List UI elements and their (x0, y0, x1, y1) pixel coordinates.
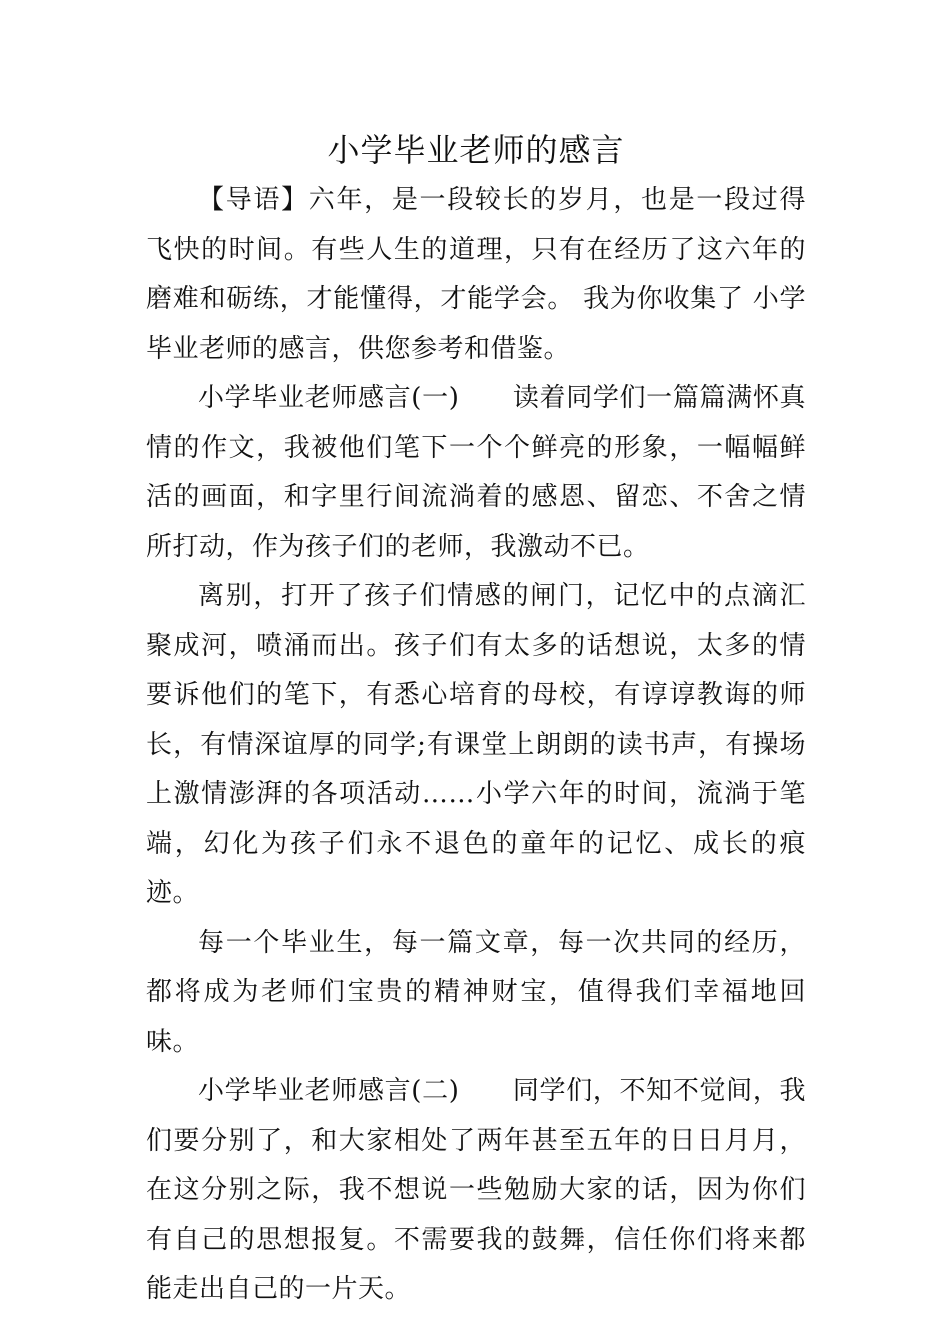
document-title: 小学毕业老师的感言 (327, 131, 625, 169)
graduates-paragraph: 每一个毕业生，每一篇文章，每一次共同的经历，都将成为老师们宝贵的精神财宝，值得我们幸福地回味。 (146, 927, 806, 1057)
section-two-paragraph: 小学毕业老师感言(二) 同学们，不知不觉间，我们要分别了，和大家相处了两年甚至五年的日日月月，在这分别之际，我不想说一些勉励大家的话，因为你们有自己的思想报复。不需要我的鼓舞，信任你们将来都能走出自己的一片天。 (146, 1076, 806, 1304)
section-one-paragraph: 小学毕业老师感言(一) 读着同学们一篇篇满怀真情的作文，我被他们笔下一个个鲜亮的形象，一幅幅鲜活的画面，和字里行间流淌着的感恩、留恋、不舍之情所打动，作为孩子们的老师，我激动不已。 (146, 383, 806, 562)
intro-paragraph: 【导语】六年，是一段较长的岁月，也是一段过得飞快的时间。有些人生的道理，只有在经历了这六年的磨难和砺练，才能懂得，才能学会。 我为你收集了 小学毕业老师的感言，供您参考和借鉴。 (146, 185, 806, 364)
farewell-paragraph: 离别，打开了孩子们情感的闸门，记忆中的点滴汇聚成河，喷涌而出。孩子们有太多的话想说，太多的情要诉他们的笔下，有悉心培育的母校，有谆谆教诲的师长，有情深谊厚的同学;有课堂上朗朗的读书声，有操场上激情澎湃的各项活动……小学六年的时间，流淌于笔端，幻化为孩子们永不退色的童年的记忆、成长的痕迹。 (146, 581, 806, 908)
document-body (146, 128, 806, 1315)
